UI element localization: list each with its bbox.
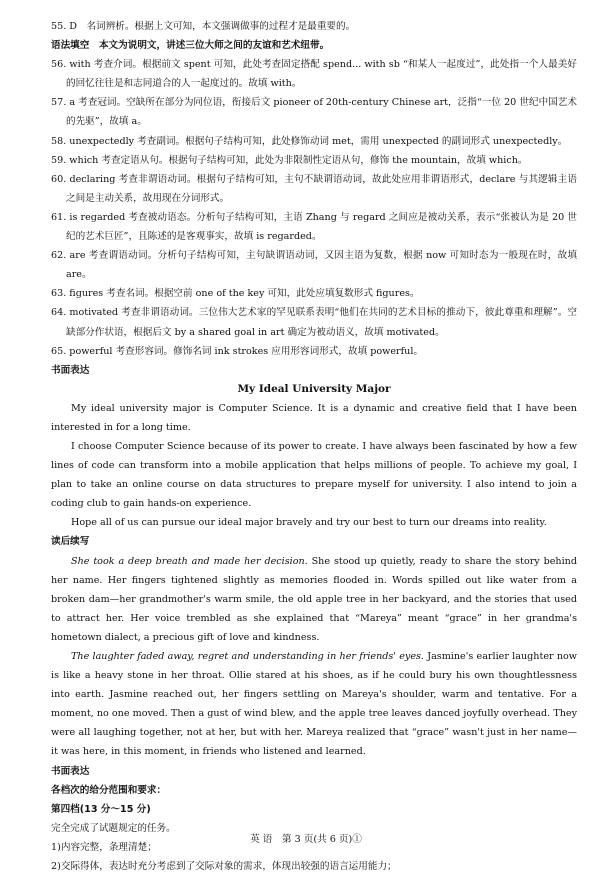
story-paragraph-2-opening: The laughter faded away, regret and understanding in her friends' eyes. <box>71 651 424 662</box>
essay-paragraph: Hope all of us can pursue our ideal major bravely and try our best to turn our dreams into reality. <box>71 517 547 529</box>
grammar-section-heading: 语法填空 本文为说明文，讲述三位大师之间的友谊和艺术纽带。 <box>51 40 330 52</box>
answer-61: 61. is regarded 考查被动语态。分析句子结构可知，主语 Zhang 与 regard 之间应是被动关系，表示“张被认为是 20 世纪的艺术巨匠”，且陈述的是客观事实，故填 is regarded。 <box>51 211 577 243</box>
tier-line: 1)内容完整，条理清楚； <box>51 841 157 853</box>
scoring-heading: 各档次的给分范围和要求： <box>51 784 167 796</box>
essay-paragraph: I choose Computer Science because of its power to create. I have always been fascinated by how a few lines of code can transform into a mobile application that helps millions of people. To achieve my goal, I plan to take an online course on data structures to prepare myself for university. I also intend to join a coding club to gain hands-on experience. <box>51 440 577 510</box>
answer-57: 57. a 考查冠词。空缺所在部分为同位语，衔接后文 pioneer of 20th-century Chinese art，泛指“一位 20 世纪中国艺术的先驱”，故填 a。 <box>51 97 577 128</box>
story-paragraph-1 <box>51 552 577 647</box>
tier-line: 完全完成了试题规定的任务。 <box>51 822 176 834</box>
story-paragraph-2 <box>51 647 577 762</box>
answer-63: 63. figures 考查名词。根据空前 one of the key 可知，此处应填复数形式 figures。 <box>51 288 420 300</box>
answer-65: 65. powerful 考查形容词。修饰名词 ink strokes 应用形容词形式，故填 powerful。 <box>51 345 424 357</box>
tier-heading: 第四档(13 分～15 分) <box>51 803 151 815</box>
answer-60: 60. declaring 考查非谓语动词。根据句子结构可知，主句不缺谓语动词，故此处应用非谓语形式，declare 与其逻辑主语之间是主动关系，故用现在分词形式。 <box>51 173 577 204</box>
page-footer: 英 语 第 3 页(共 6 页)① <box>250 834 362 845</box>
answer-59: 59. which 考查定语从句。根据句子结构可知，此处为非限制性定语从句，修饰 the mountain，故填 which。 <box>51 154 528 166</box>
story-paragraph-1-opening: She took a deep breath and made her decision. <box>71 555 308 567</box>
answer-64: 64. motivated 考查非谓语动词。三位伟大艺术家的罕见联系表明“他们在共同的艺术目标的推动下，彼此尊重和理解”。空缺部分作状语，根据后文 by a shared goal in art 确定为被动语义，故填 motivated。 <box>51 307 577 338</box>
story-paragraph-1-body: She stood up quietly, ready to share the story behind her name. Her fingers tightened slightly as memories flooded in. Words spilled out like water from a broken dam—her grandmother's warm smile, the old apple tree in her backyard, and the stories that used to attract her. Her voice trembled as she explained that “Mareya” meant “grace” in her grandma's hometown dialect, a precious gift of love and kindness. <box>51 555 578 643</box>
essay-paragraph: My ideal university major is Computer Science. It is a dynamic and creative field that I have been interested in for a long time. <box>51 402 577 433</box>
answer-55: 55. D 名词辨析。根据上文可知，本文强调做事的过程才是最重要的。 <box>51 21 356 32</box>
writing-section-heading-2: 书面表达 <box>51 765 90 777</box>
continuation-section-heading: 读后续写 <box>51 536 90 548</box>
answer-58: 58. unexpectedly 考查副词。根据句子结构可知，此处修饰动词 met，需用 unexpected 的副词形式 unexpectedly。 <box>51 135 568 147</box>
story-paragraph-2-body: Jasmine's earlier laughter now is like a heavy stone in her throat. Ollie stared at his shoes, as if he could bury his own thoughtlessness into earth. Jasmine reached out, her fingers settling on Mareya's shoulder, warm and tentative. For a moment, no one moved. Then a gust of wind blew, and the apple tree leaves danced joyfully overhead. They were all laughing together, not at her, but with her. Mareya realized that “grace” wasn't just in her name—it was here, in this moment, in friends who listened and learned. <box>51 651 577 758</box>
tier-line: 2)交际得体，表达时充分考虑到了交际对象的需求，体现出较强的语言运用能力； <box>51 861 397 873</box>
page-content <box>51 17 577 876</box>
answer-62: 62. are 考查谓语动词。分析句子结构可知，主句缺谓语动词，又因主语为复数，根据 now 可知时态为一般现在时，故填 are。 <box>51 250 577 281</box>
answer-56: 56. with 考查介词。根据前文 spent 可知，此处考查固定搭配 spend... with sb “和某人一起度过”，此处指一个人最美好的回忆往往是和志同道合的人一起度过的。故填 with。 <box>51 59 577 90</box>
writing-section-heading: 书面表达 <box>51 364 90 376</box>
essay-title: My Ideal University Major <box>237 382 391 395</box>
